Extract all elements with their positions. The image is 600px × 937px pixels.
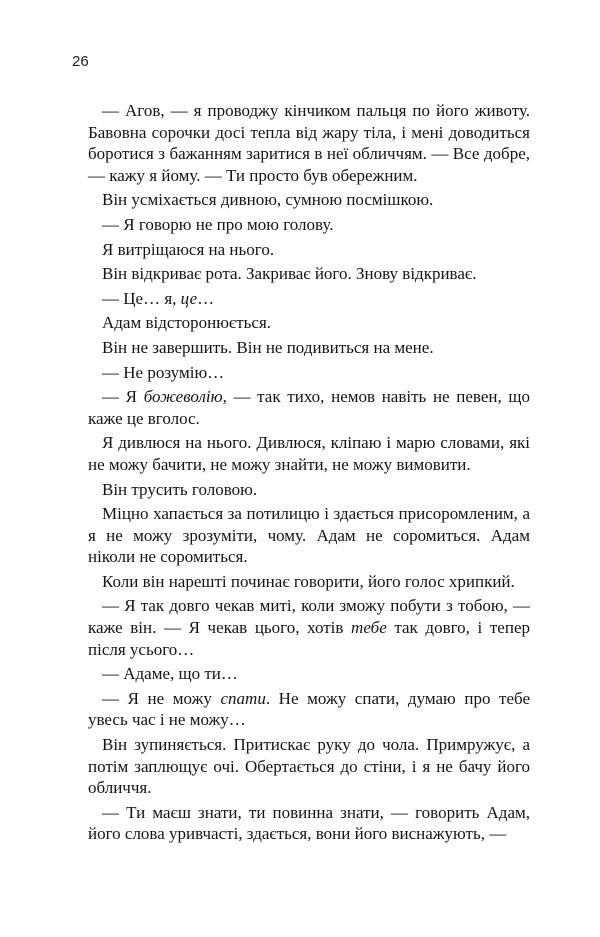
text-run: — Це… я,	[102, 288, 181, 308]
text-run: — Я так довго чекав миті, коли зможу побути з тобою, — каже він. — Я чекав цього, хотів	[88, 596, 530, 638]
paragraph	[88, 386, 530, 429]
text-run: — Не розумію…	[102, 362, 225, 382]
paragraph	[88, 595, 530, 660]
text-run: Я дивлюся на нього. Дивлюся, кліпаю і марю словами, які не можу бачити, не можу знайти, не можу вимовити.	[88, 433, 530, 474]
paragraph	[88, 571, 530, 593]
paragraph	[88, 263, 530, 285]
paragraph	[88, 734, 530, 799]
body-text	[88, 100, 530, 845]
text-run: — Ти маєш знати, ти повинна знати, — говорить Адам, його слова уривчасті, здається, вони його виснажують, —	[88, 802, 530, 844]
paragraph	[88, 479, 530, 501]
text-run: — Я	[102, 387, 144, 407]
paragraph	[88, 239, 530, 261]
text-run: Він усміхається дивною, сумною посмішкою.	[102, 190, 434, 210]
paragraph	[88, 362, 530, 384]
paragraph	[88, 214, 530, 236]
paragraph	[88, 312, 530, 334]
text-run: Він зупиняється. Притискає руку до чола. Примружує, а потім заплющує очі. Обертається до стіни, і я не бачу його обличчя.	[88, 735, 530, 798]
text-run: — Я не можу	[102, 688, 221, 708]
text-run: так довго, і тепер після усього…	[88, 618, 530, 659]
italic-text: спати	[220, 688, 266, 708]
paragraph	[88, 432, 530, 475]
paragraph	[88, 288, 530, 310]
text-run: — так тихо, немов навіть не певен, що каже це вголос.	[88, 387, 530, 428]
text-run: Він трусить головою.	[102, 479, 258, 499]
text-run: Міцно хапається за потилицю і здається присоромленим, а я не можу зрозуміти, чому. Адам не соромиться. Адам ніколи не соромиться.	[88, 504, 530, 567]
text-run: — Агов, — я проводжу кінчиком пальця по його животу. Бавовна сорочки досі тепла від жару тіла, і мені доводиться боротися з бажанням заритися в неї обличчям. — Все добре, — кажу я йому. — Ти просто був обережним.	[88, 101, 530, 185]
paragraph	[88, 688, 530, 731]
italic-text: це	[180, 288, 198, 308]
paragraph	[88, 337, 530, 359]
italic-text: тебе	[351, 618, 387, 638]
paragraph	[88, 802, 530, 845]
text-run: Адам відсторонюється.	[102, 313, 272, 333]
text-run: Я витріщаюся на нього.	[102, 239, 275, 259]
text-run: Він не завершить. Він не подивиться на мене.	[102, 337, 434, 357]
italic-text: божеволію,	[143, 387, 227, 407]
text-run: . Не можу спати, думаю про тебе увесь час і не можу…	[88, 688, 530, 730]
text-run: — Адаме, що ти…	[102, 664, 238, 684]
paragraph	[88, 663, 530, 685]
text-run: …	[197, 288, 215, 308]
page-number: 26	[72, 53, 89, 70]
paragraph	[88, 503, 530, 568]
paragraph	[88, 100, 530, 186]
text-run: Він відкриває рота. Закриває його. Знову відкриває.	[102, 264, 477, 284]
text-run: — Я говорю не про мою голову.	[102, 214, 334, 234]
paragraph	[88, 189, 530, 211]
text-run: Коли він нарешті починає говорити, його голос хрипкий.	[102, 571, 515, 591]
